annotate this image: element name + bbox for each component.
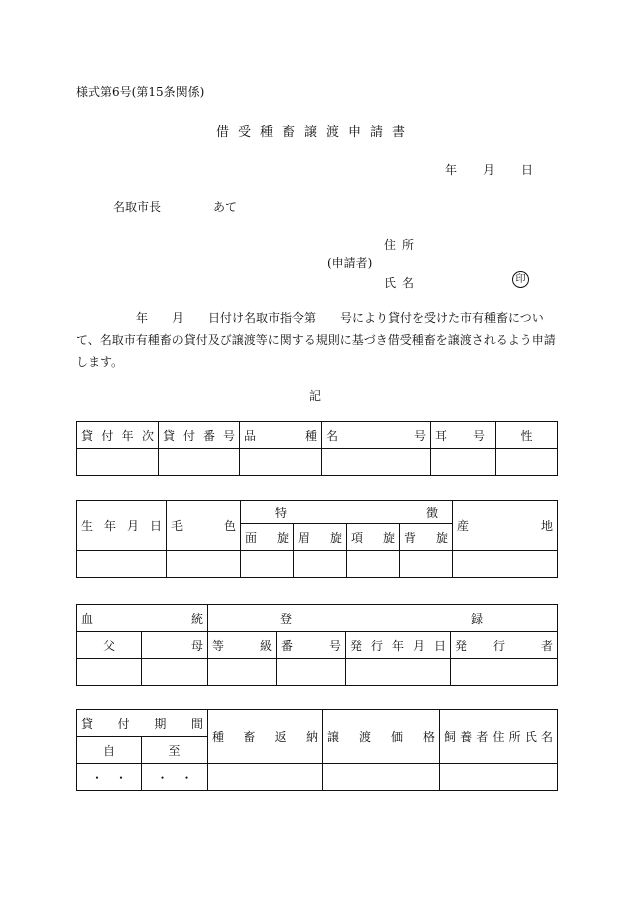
date-line [445,161,533,178]
loan-number-cell[interactable] [159,449,240,476]
date-month: 月 [483,163,496,177]
table-features [76,500,558,578]
face-whorl-cell[interactable] [241,551,294,578]
loan-year-cell[interactable] [77,449,159,476]
table-row [77,422,558,449]
birth-date-cell[interactable] [77,551,167,578]
issue-date-header: 発行年月日 [346,632,451,659]
address-label: 住所 [384,238,421,252]
transfer-price-header: 譲渡価格 [323,710,440,764]
pedigree-header: 血 統 [77,605,208,632]
back-whorl-cell[interactable] [400,551,453,578]
reg-number-header: 番 号 [277,632,346,659]
issue-date-cell[interactable] [346,659,451,686]
features-header: 特 徴 [241,501,453,524]
table-row [77,764,558,791]
period-from-cell[interactable]: ・ ・ [77,764,142,791]
brow-whorl-header: 眉旋 [294,524,347,551]
period-to-header: 至 [142,737,208,764]
applicant-label: (申請者) [327,256,373,270]
table-transfer [76,709,558,791]
date-year: 年 [445,163,458,177]
keeper-address-name-header: 飼養者住所氏名 [440,710,558,764]
table-row [77,551,558,578]
transfer-price-cell[interactable] [323,764,440,791]
brow-whorl-cell[interactable] [294,551,347,578]
animal-return-header: 種畜返納 [208,710,323,764]
table-row [77,710,558,737]
addressee-name: 名取市長 [113,200,162,214]
father-cell[interactable] [77,659,142,686]
neck-whorl-cell[interactable] [347,551,400,578]
face-whorl-header: 面旋 [241,524,294,551]
issuer-header: 発 行 者 [451,632,558,659]
form-number-label: 様式第6号(第15条関係) [76,85,205,99]
name-label: 氏名 [384,276,421,290]
coat-color-header: 毛 色 [167,501,241,551]
seal-mark: 印 [512,271,529,288]
addressee [113,198,237,215]
period-to-cell[interactable]: ・ ・ [142,764,208,791]
coat-color-cell[interactable] [167,551,241,578]
date-day: 日 [521,163,534,177]
mother-header: 母 [142,632,208,659]
sex-header: 性 [496,422,558,449]
breed-header: 品 種 [240,422,322,449]
table-row [77,659,558,686]
registration-header: 登 録 [208,605,558,632]
issuer-cell[interactable] [451,659,558,686]
back-whorl-header: 背旋 [400,524,453,551]
grade-cell[interactable] [208,659,277,686]
ear-number-cell[interactable] [431,449,496,476]
grade-header: 等 級 [208,632,277,659]
origin-cell[interactable] [453,551,558,578]
loan-number-header: 貸付番号 [159,422,240,449]
ki-heading: 記 [308,389,321,403]
reg-number-cell[interactable] [277,659,346,686]
origin-header: 産 地 [453,501,558,551]
breed-cell[interactable] [240,449,322,476]
mother-cell[interactable] [142,659,208,686]
table-row [77,449,558,476]
animal-name-header: 名 号 [322,422,431,449]
application-body-text: 年 月 日付け名取市指令第 号により貸付を受けた市有種畜について、名取市有種畜の貸付及び譲渡等に関する規則に基づき借受種畜を譲渡されるよう申請します。 [76,311,556,369]
loan-year-header: 貸付年次 [77,422,159,449]
keeper-address-name-cell[interactable] [440,764,558,791]
animal-return-cell[interactable] [208,764,323,791]
document-title: 借受種畜譲渡申請書 [215,125,414,140]
addressee-suffix: あて [213,200,238,214]
period-from-header: 自 [77,737,142,764]
table-pedigree-registration [76,604,558,686]
table-row [77,605,558,632]
neck-whorl-header: 項旋 [347,524,400,551]
ear-number-header: 耳 号 [431,422,496,449]
loan-period-header: 貸付期間 [77,710,208,737]
table-row [77,501,558,524]
sex-cell[interactable] [496,449,558,476]
animal-name-cell[interactable] [322,449,431,476]
birth-date-header: 生年月日 [77,501,167,551]
father-header: 父 [77,632,142,659]
table-loan-info [76,421,558,476]
table-row [77,632,558,659]
